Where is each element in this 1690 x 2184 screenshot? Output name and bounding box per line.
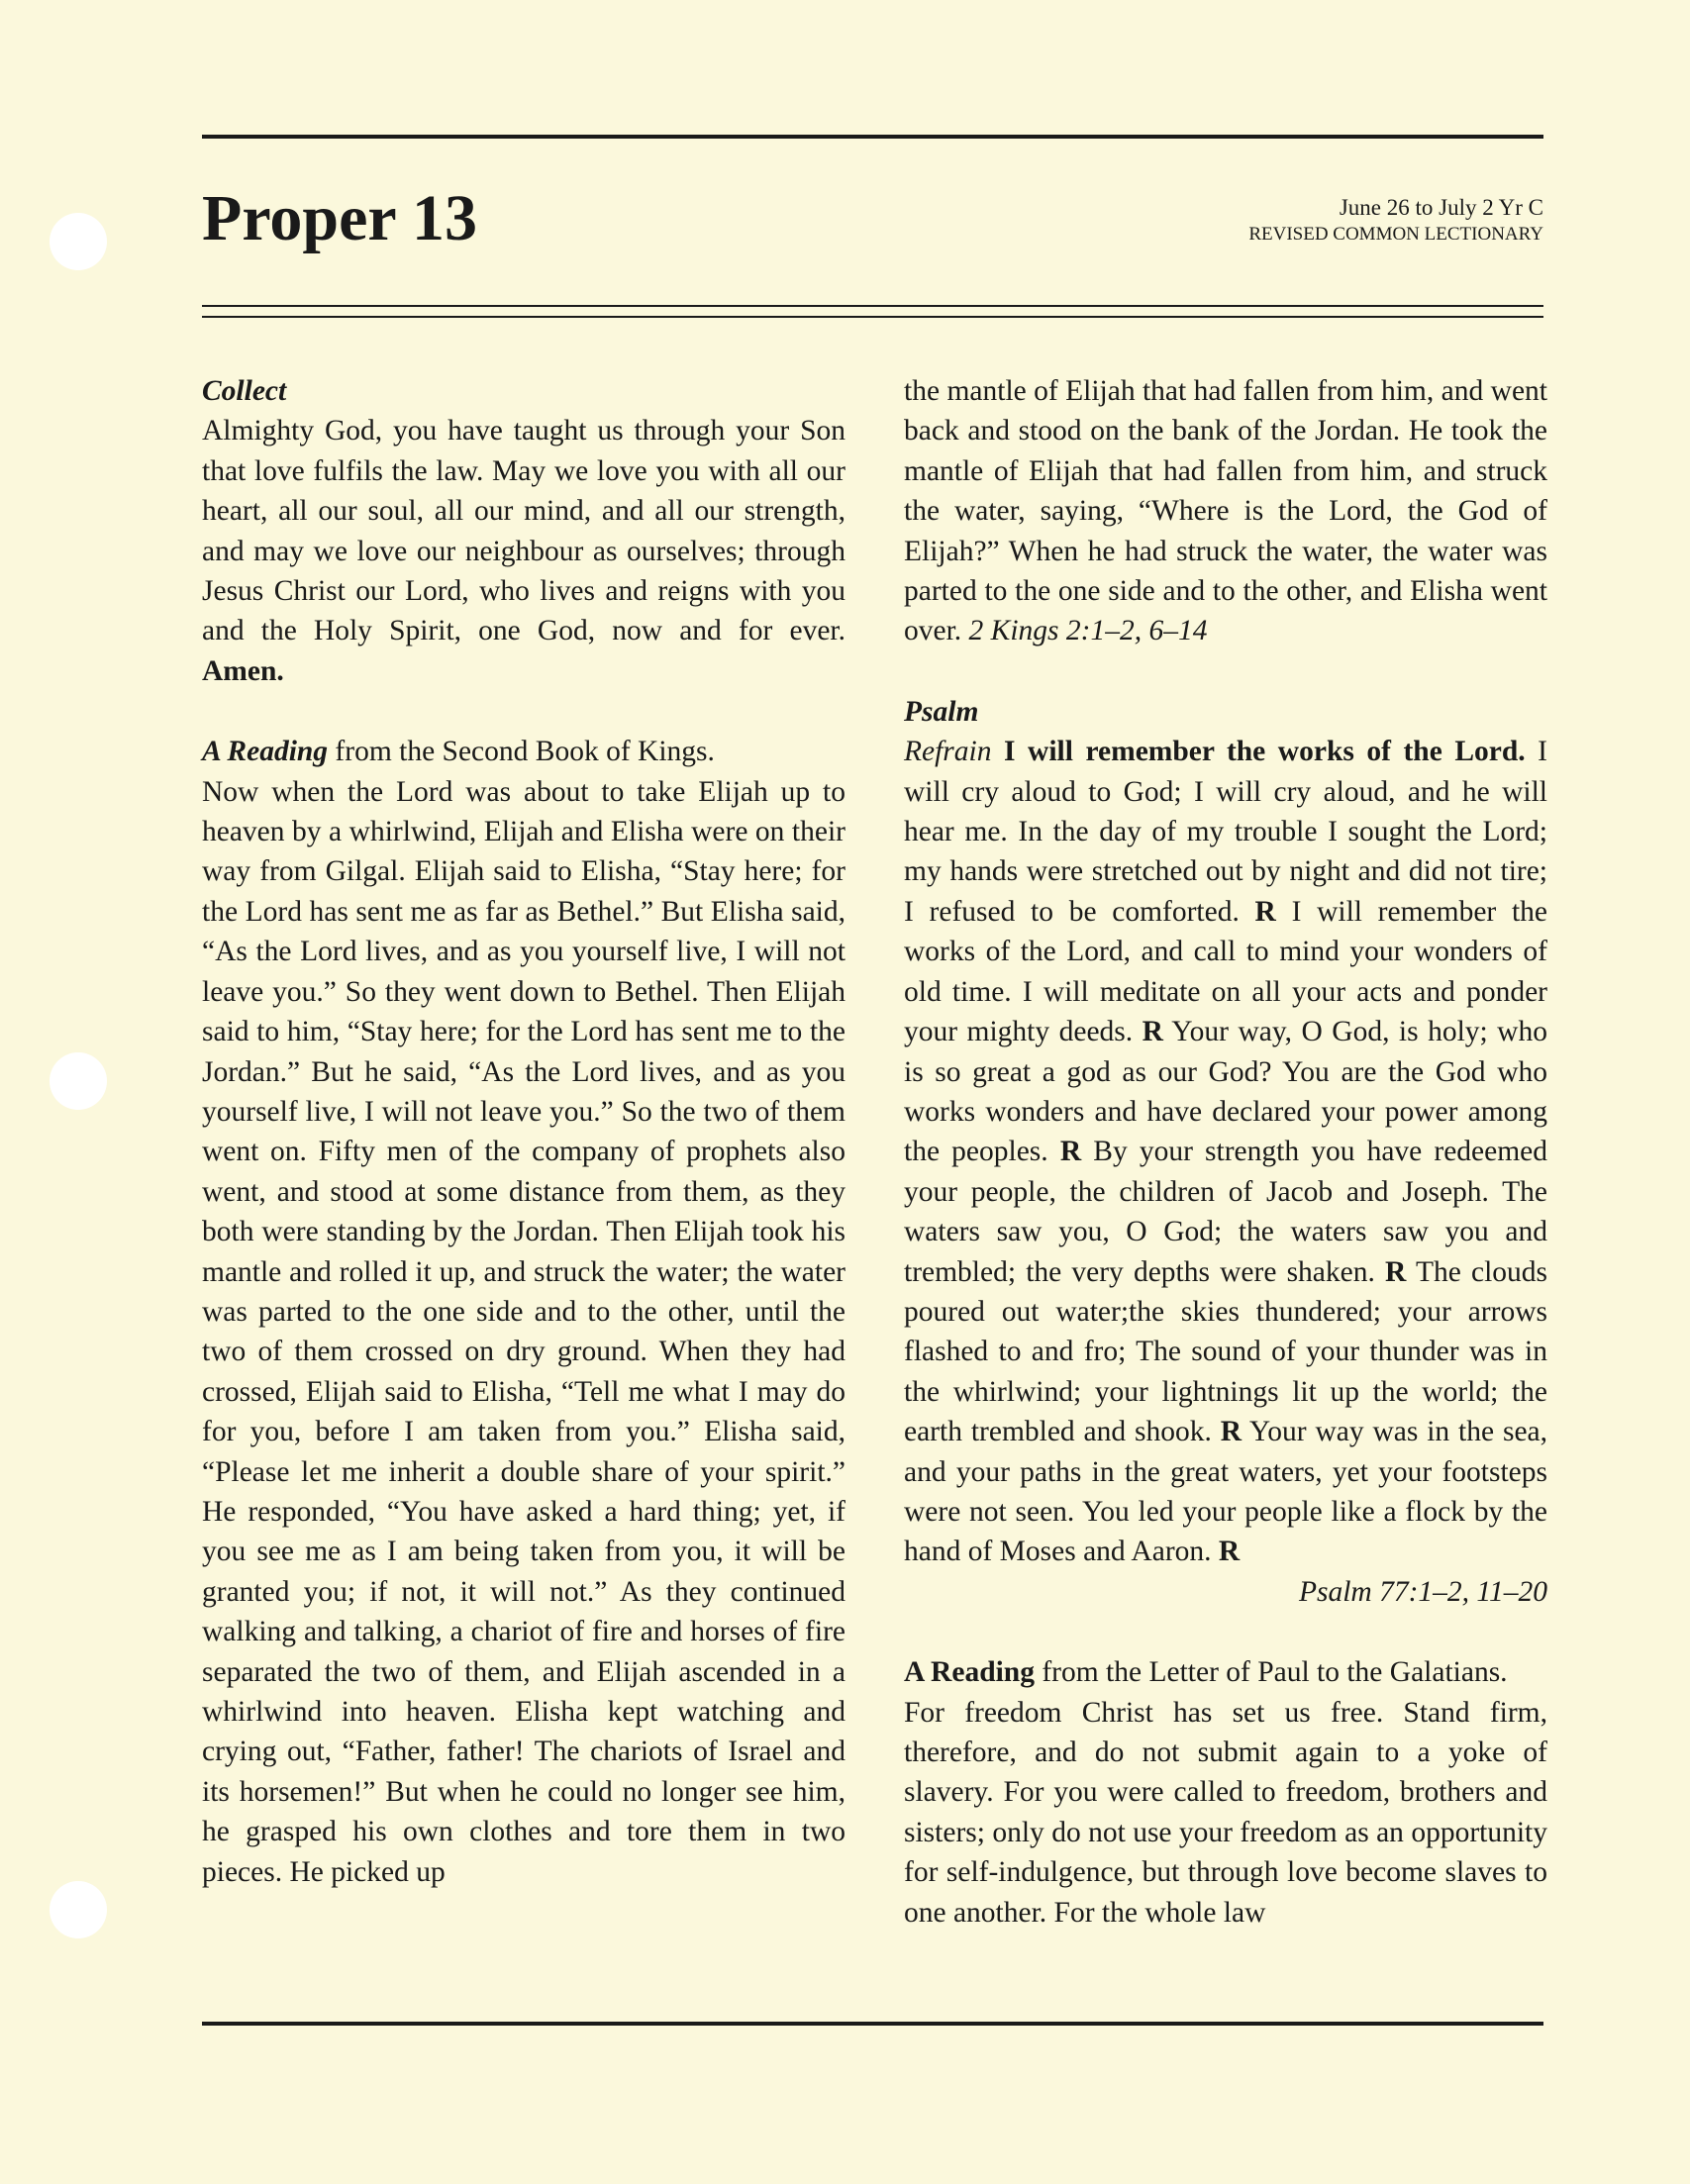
psalm-refrain-label: Refrain [904,736,992,768]
first-reading-text-part1: Now when the Lord was about to take Elijah up to heaven by a whirlwind, Elijah and Elisha were on their way from Gilgal. Elijah said to Elisha, “Stay here; for the Lord has sent me as far as Bethel.” But Elisha said, “As the Lord lives, and as you yourself live, I will not leave you.” So they went down to Bethel. Then Elijah said to him, “Stay here; for the Lord has sent me to the Jordan.” But he said, “As the Lord lives, and as you yourself live, I will not leave you.” So the two of them went on. Fifty men of the company of prophets also went, and stood at some distance from them, as they both were standing by the Jordan. Then Elijah took his mantle and rolled it up, and struck the water; the water was parted to the one side and to the other, until the two of them crossed on dry ground. When they had crossed, Elijah said to Elisha, “Tell me what I may do for you, before I am taken from you.” Elisha said, “Please let me inherit a double share of your spirit.” He responded, “You have asked a hard thing; yet, if you see me as I am being taken from you, it will be granted you; if not, it will not.” As they continued walking and talking, a chariot of fire and horses of fire separated the two of them, and Elijah ascended in a whirlwind into heaven. Elisha kept watching and crying out, “Father, father! The chariots of Israel and its horsemen!” But when he could no longer see him, he grasped his own clothes and tore them in two pieces. He picked up [202,775,845,1888]
collect-text [202,411,845,691]
bottom-rule [202,2022,1543,2026]
psalm-text [904,732,1547,1572]
punch-hole-middle [50,1052,107,1110]
psalm-verse: By your strength you have redeemed your people, the children of Jacob and Joseph. The waters saw you, O God; the waters saw you and trembled; the very depths were shaken. [904,1136,1548,1288]
psalm-refrain-marker: R [1385,1255,1407,1288]
first-reading-heading: A Reading [202,736,329,768]
psalm-verse: The clouds poured out water;the skies thundered; your arrows flashed to and fro; The sound of your thunder was in the whirlwind; your lightnings lit up the world; the earth trembled and shook. [904,1255,1548,1448]
psalm-verse: I will cry aloud to God; I will cry aloud, and he will hear me. In the day of my trouble I sought the Lord; my hands were stretched out by night and did not tire; I refused to be comforted. [904,736,1547,928]
header-meta [1248,194,1543,247]
lectionary-label: REVISED COMMON LECTIONARY [1248,223,1543,245]
psalm-reference: Psalm 77:1–2, 11–20 [1298,1575,1547,1608]
psalm-refrain-marker: R [1254,895,1276,928]
second-reading-intro [904,1652,1547,1692]
psalm-refrain-marker: R [1059,1136,1082,1168]
psalm-verse: Your way, O God, is holy; who is so great a god as our God? You are the God who works wonders and have declared your power among the peoples. [904,1016,1547,1168]
psalm-verse: Your way was in the sea, and your paths in the great waters, yet your footsteps were not seen. You led your people like a flock by the hand of Moses and Aaron. [904,1416,1548,1568]
page-title: Proper 13 [202,182,478,254]
first-reading-reference: 2 Kings 2:1–2, 6–14 [968,615,1208,647]
psalm-refrain-marker: R [1142,1016,1163,1048]
punch-hole-top [50,213,107,270]
psalm-verse: I will remember the works of the Lord, and call to mind your wonders of old time. I will meditate on all your acts and ponder your mighty deeds. [904,895,1547,1048]
left-column [202,371,845,1892]
collect-amen: Amen. [202,654,284,687]
top-rule [202,135,1543,139]
first-reading-source: from the Second Book of Kings. [335,736,715,768]
collect-heading: Collect [202,375,287,407]
first-reading-intro [202,732,845,771]
collect-body: Almighty God, you have taught us through your Son that love fulfils the law. May we love you with all our heart, all our soul, all our mind, and all our strength, and may we love our neighbour as ourselves; through Jesus Christ our Lord, who lives and reigns with you and the Holy Spirit, one God, now and for ever. [202,415,845,647]
psalm-refrain-marker: R [1220,1416,1243,1448]
second-reading-heading: A Reading [904,1656,1035,1689]
second-reading-source: from the Letter of Paul to the Galatians. [1042,1656,1508,1689]
header-double-rule-upper [202,305,1543,307]
first-reading-continued: the mantle of Elijah that had fallen from him, and went back and stood on the bank of the Jordan. He took the mantle of Elijah that had fallen from him, and struck the water, saying, “Where is the Lord, the God of Elijah?” When he had struck the water, the water was parted to the one side and to the other, and Elisha went over. [904,375,1547,647]
psalm-refrain-text: I will remember the works of the Lord. [1004,736,1526,768]
punch-hole-bottom [50,1881,107,1938]
header-double-rule-lower [202,316,1543,318]
right-column [904,371,1547,1933]
second-reading-text: For freedom Christ has set us free. Stand firm, therefore, and do not submit again to a yoke of slavery. For you were called to freedom, brothers and sisters; only do not use your freedom as an opportunity for self-indulgence, but through love become slaves to one another. For the whole law [904,1696,1547,1929]
date-range: June 26 to July 2 Yr C [1339,195,1543,220]
psalm-refrain-marker: R [1218,1536,1241,1568]
psalm-heading: Psalm [904,695,979,728]
first-reading-text-part2 [904,371,1547,651]
